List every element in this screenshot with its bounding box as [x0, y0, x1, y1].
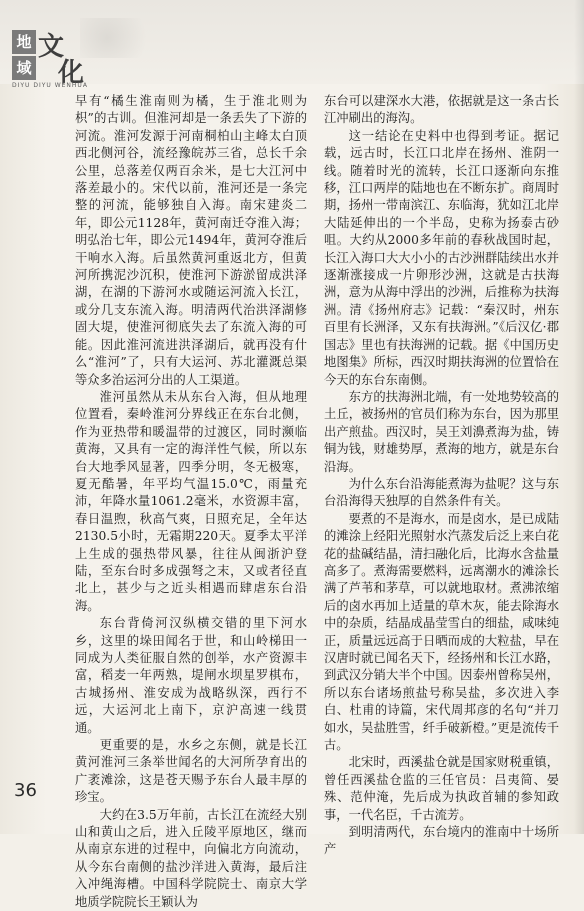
page-binding-shadow [574, 0, 584, 834]
paragraph: 淮河虽然从未从东台入海，但从地理位置看，秦岭淮河分界线正在东台北侧，作为亚热带和暖温带的过渡区，同时濒临黄海，又具有一定的海洋性气候，所以东台大地季风显著，四季分明，冬无极寒，夏无酷暑，年平均气温15.0℃，雨量充沛，年降水量1061.2毫米，水资源丰富，春日温煦，秋高气爽，日照充足，全年达2130.5小时，无霜期220天。夏季太平洋上生成的强热带风暴，往往从闽浙沪登陆，至东台时多成强弩之末，又或者径直北上，甚少与之近头相遇而肆虐东台沿海。 [75, 389, 307, 613]
section-logo [12, 30, 102, 100]
logo-char-wen: 文 [38, 32, 65, 62]
paragraph: 为什么东台沿海能煮海为盐呢？这与东台沿海得天独厚的自然条件有关。 [324, 476, 559, 509]
paragraph: 到明清两代，东台境内的淮南中十场所产 [324, 825, 559, 857]
paragraph: 更重要的是，水乡之东侧，就是长江黄河淮河三条举世闻名的大河所孕育出的广袤滩涂，这是苍天赐予东台人最丰厚的珍宝。 [75, 738, 307, 805]
left-column [75, 93, 307, 911]
paragraph: 北宋时，西溪盐仓就是国家财税重镇，曾任西溪盐仓监的三任官员：吕夷简、晏殊、范仲淹，先后成为执政首辅的参知政事，一代名臣，千古流芳。 [324, 755, 559, 822]
paragraph: 早有“橘生淮南则为橘，生于淮北则为枳”的古训。但淮河却是一条丢失了下游的河流。淮河发源于河南桐柏山主峰太白顶西北侧河谷，流经豫皖苏三省，总长千余公里，总落差仅两百余米，是七大江河中落差最小的。宋代以前，淮河还是一条完整的河流，能够独自入海。南宋建炎二年，即公元1128年，黄河南迁夺淮入海；明弘治七年，即公元1494年，黄河夺淮后干响水入海。后虽然黄河重返北方，但黄河所携泥沙沉积，使淮河下游淤留成洪泽湖，在湖的下游河水或随运河流入长江，或分几支东流入海。明清两代治洪泽湖修固大堤，使淮河彻底失去了东流入海的可能。因此淮河流进洪泽湖后，就再没有什么“淮河”了，只有大运河、苏北灌溉总渠等众多治运河分出的人工渠道。 [75, 94, 307, 387]
paragraph: 东台可以建深水大港，依据就是这一条古长江冲刷出的海沟。 [324, 94, 559, 126]
logo-char-di: 地 [12, 30, 36, 54]
paragraph: 大约在3.5万年前，古长江在流经大别山和黄山之后，进入丘陵平原地区，继而从南京东进的过程中，向偏北方向流动，从今东台南侧的盐沙洋进入黄海，最后注入冲绳海槽。中国科学院院士、南京大学地质学院院长王颖认为 [75, 807, 307, 909]
logo-char-yu: 域 [12, 56, 36, 80]
logo-roman: DIYU DIYU WENHUA [12, 82, 88, 89]
paragraph: 东方的扶海洲北端，有一处地势较高的土丘，被扬州的官员们称为东台，因为那里出产煎盐。西汉时，吴王刘濞煮海为盐，铸铜为钱，财雄势厚，煮海的地方，就是东台沿海。 [324, 389, 559, 474]
paragraph: 东台背倚河汉纵横交错的里下河水乡，这里的垛田闻名于世，和山岭梯田一同成为人类征服自然的创举，水产资源丰富，稻麦一年两熟，堤闸水坝星罗棋布，古城扬州、淮安成为战略纵深，西行不远，大运河北上南下，京沪高速一线贯通。 [75, 616, 307, 735]
paragraph: 要煮的不是海水，而是卤水，是已成陆的滩涂上经阳光照射水汽蒸发后泛上来白花花的盐碱结晶，清扫融化后，比海水含盐量高多了。煮海需要燃料，远离潮水的滩涂长满了芦苇和茅草，可以就地取材。煮沸浓缩后的卤水再加上适量的草木灰，能去除海水中的杂质，结晶成晶莹雪白的细盐，咸味纯正，质量远远高于日晒而成的大粒盐，早在汉唐时就已闻名天下，经扬州和长江水路，到武汉分销大半个中国。因泰州曾称吴州，所以东台诸场煎盐号称吴盐，多次进入李白、杜甫的诗篇，宋代周邦彦的名句“并刀如水，吴盐胜雪，纤手破新橙。”更是流传千古。 [324, 511, 559, 753]
logo-char-hua: 化 [58, 58, 85, 88]
right-column [324, 93, 559, 859]
page-number: 36 [14, 780, 37, 801]
paragraph: 这一结论在史料中也得到考证。据记载，远古时，长江口北岸在扬州、淮阴一线。随着时光的流转，长江口逐渐向东推移，江口两岸的陆地也在不断东扩。商周时期，扬州一带南滨江、东临海，犹如江北岸大陆延伸出的一个半岛，史称为扬泰古砂咀。大约从2000多年前的春秋战国时起，长江入海口大大小小的古沙洲群陆续出水并逐渐涨接成一片卵形沙洲，这就是古扶海洲，意为从海中浮出的沙洲，后推称为扶海洲。清《扬州府志》记载：“秦汉时，州东百里有长洲泽，又东有扶海洲。”《后汉亿·郡国志》里也有扶海洲的记载。据《中国历史地图集》所标，西汉时期扶海洲的位置恰在今天的东台东南侧。 [324, 128, 559, 387]
